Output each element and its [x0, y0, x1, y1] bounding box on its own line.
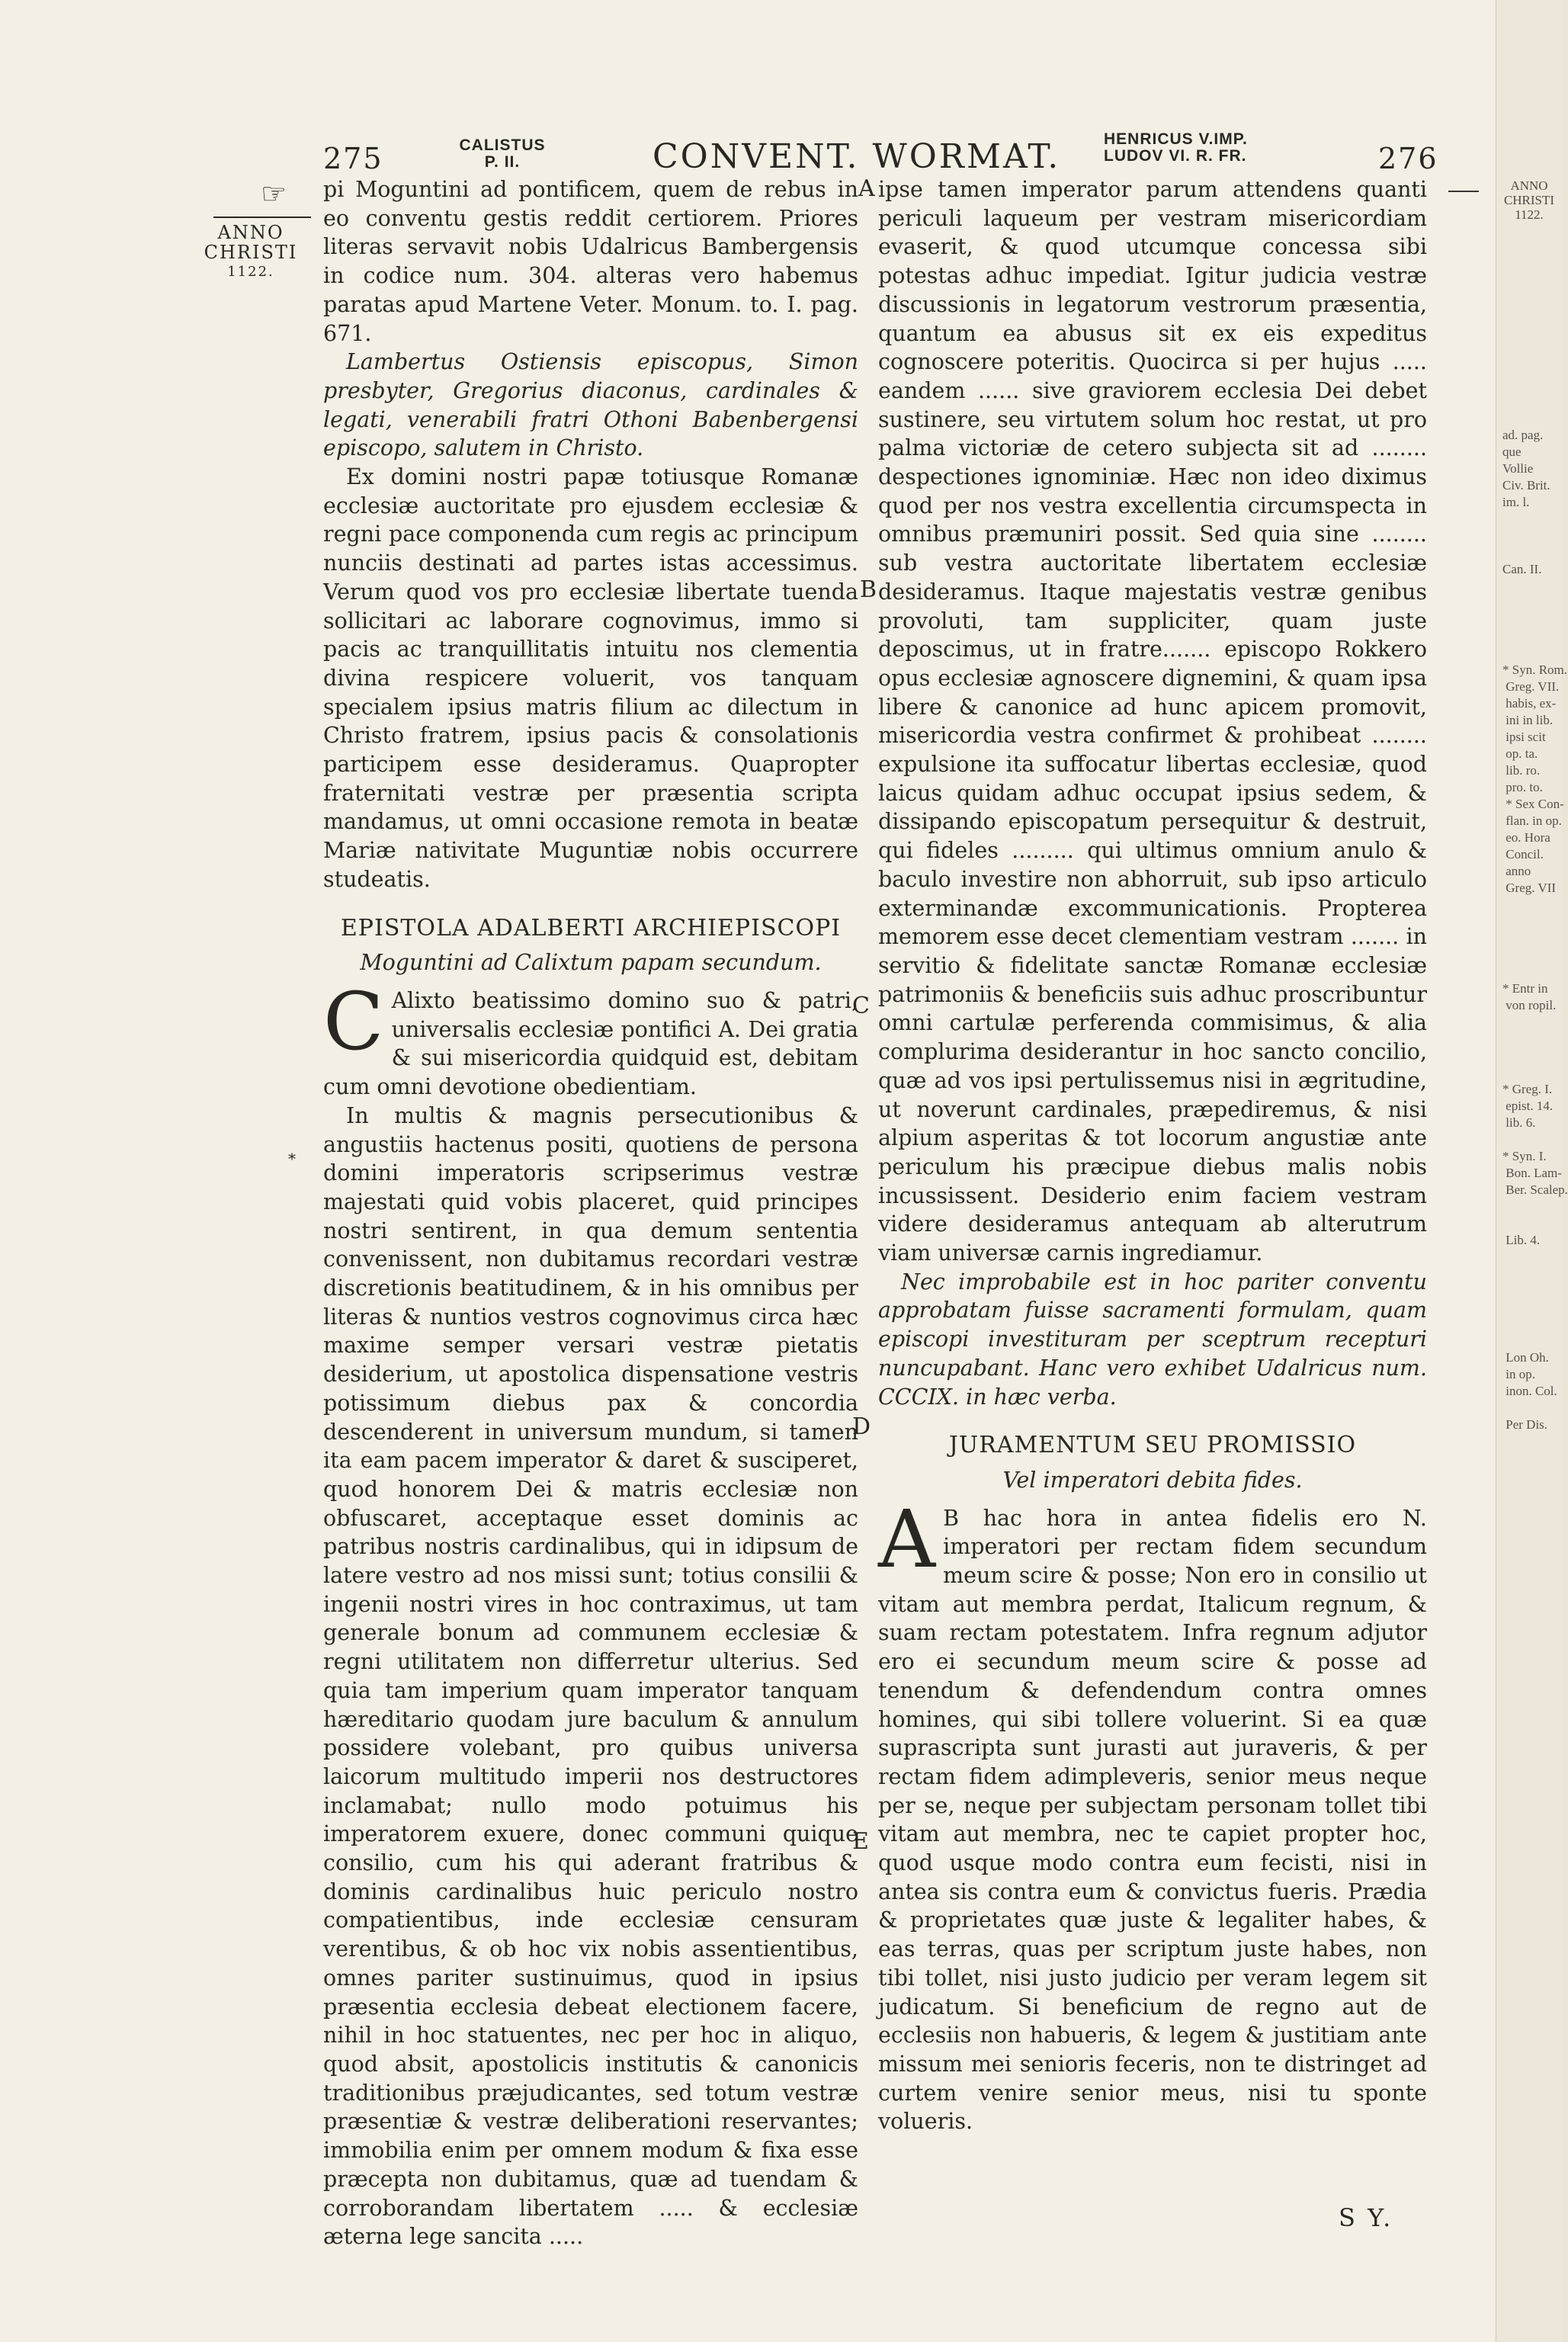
adjacent-anno-top [1502, 178, 1556, 222]
running-title: CONVENT. WORMAT. [653, 137, 1061, 176]
pointing-hand-icon: ☞ [261, 177, 287, 210]
margin-year-note [203, 223, 299, 282]
editorial-note: Nec improbabile est in hoc pariter conventu approbatam fuisse sacramenti formulam, quam episcopi investituram per sceptrum recepturi nuncupabant. Hanc vero exhibet Udalricus num. CCCIX. in hæc verba. [878, 1269, 1427, 1410]
adjacent-year: 1122. [1515, 207, 1544, 222]
margin-letter-d: D [852, 1413, 871, 1440]
left-paragraph-4-text: Alixto beatissimo domino suo & patri, universalis ecclesiæ pontifici A. Dei gratia & sui misericordia quidquid est, debitam cum omni devotione obedientiam. [323, 987, 858, 1100]
juramentum-subheading: Vel imperatori debita fides. [1002, 1467, 1303, 1493]
page-number-left: 275 [323, 142, 383, 175]
margin-rule [213, 217, 311, 218]
left-paragraph-3: Ex domini nostri papæ totiusque Romanæ ecclesiæ auctoritate pro ejusdem ecclesiæ & regni pace componenda cum regis ac principum nunciis destinati ad partes istas accessimus. Verum quod vos pro ecclesiæ libertate tuenda sollicitari ac laborare cognovimus, immo si pacis ac tranquillitatis intuitu nos clementia divina respicere voluerit, vos tanquam specialem ipsius matris filium ac dilectum in Christo fratrem, ipsius pacis & consolationis participem esse desideramus. Quapropter fraternitati vestræ per præsentia scripta mandamus, ut omni occasione remota in beatæ Mariæ nativitate Muguntiæ nobis occurrere studeatis. [323, 464, 858, 892]
right-paragraph-1: ipse tamen imperator parum attendens quanti periculi laqueum per vestram misericordiam evaserit, & quod utcumque concessa sibi potestas adhuc impediat. Igitur judicia vestræ discussionis in legatorum vestrorum præsentia, quantum ea abusus sit ex eis expeditus cognoscere poteritis. Quocirca si per hujus ..... eandem ...... sive graviorem ecclesia Dei debet sustinere, seu virtutem solum hoc restat, ut pro palma victoriæ de cetero subjecta sit ad ........ despectiones ignominiæ. Hæc non ideo diximus quod per nos vestra excellentia circumspecta in omnibus præmuniri possit. Sed quia sine ........ sub vestra auctoritate libertatem ecclesiæ desideramus. Itaque majestatis vestræ genibus provoluti, tam suppliciter, quam juste deposcimus, ut in fratre....... episcopo Rokkero opus ecclesiæ agnoscere dignemini, & quam ipsa libere & canonice ad hunc apicem promovit, misericordia vestra confirmet & prohibeat ........ expulsione ita suffocatur libertas ecclesiæ, quod laicus quidam adhuc occupat ipsius sedem, & dissipando episcopatum persequitur & destruit, qui fideles ......... qui ultimus omnium anulo & baculo investire non abhorruit, sub ipso articulo exterminandæ excommunicationis. Propterea memorem esse decet clementiam vestram ....... in servitio & fidelitate sanctæ Romanæ ecclesiæ patrimoniis & beneficiis suis adhuc proscribuntur omni cartulæ perferenda commisimus, & alia complurima desiderantur in hoc sancto concilio, quæ ad vos ipsi pertulissemus nisi in ægritudine, ut noverunt cardinales, præpediremus, & nisi alpium asperitas & tot locorum angustiæ ante periculum his præcipue diebus malis nobis incussissent. Desiderio enim faciem vestram videre desideramus antequam ab alterutrum viam universæ carnis ingrediamur. [878, 177, 1427, 1266]
catchword: S Y. [1339, 2203, 1393, 2232]
right-column [878, 175, 1427, 2136]
anno-label: ANNO [217, 222, 284, 243]
juramentum-heading: JURAMENTUM SEU PROMISSIO [948, 1432, 1357, 1459]
left-salutation: Lambertus Ostiensis episcopus, Simon presbyter, Gregorius diaconus, cardinales & legati, venerabili fratri Othoni Babenbergensi episcopo, salutem in Christo. [323, 349, 858, 461]
running-head-right [1104, 131, 1332, 165]
epistola-heading: EPISTOLA ADALBERTI ARCHIEPISCOPI [340, 914, 842, 942]
margin-star: * [288, 1150, 296, 1168]
christi-label: CHRISTI [204, 242, 298, 263]
left-paragraph-5: In multis & magnis persecutionibus & angustiis hactenus positi, quotiens de persona domini imperatoris scripserimus vestræ majestati quid vobis placeret, quid principes nostri sentirent, in qua demum sententia convenissent, non dubitamus recordari vestræ discretionis beatitudinem, & in his omnibus per literas & nuntios vestros cognovimus circa hæc maxime semper versari vestræ pietatis desiderium, ut apostolica dispensatione vestris potissimum diebus pax & concordia descenderent in universum mundum, si tamen ita eam pacem imperator & daret & susciperet, quod honorem Dei & matris ecclesiæ non obfuscaret, acceptaque esset dominis ac patribus nostris cardinalibus, qui in idipsum de latere vestro ad nos missi sunt; totius consilii & ingenii nostri vires in hoc contraximus, ut tam generale bonum ad communem ecclesiæ & regni utilitatem non differretur ulterius. Sed quia tam imperium quam imperator tanquam hæreditario quodam jure baculum & annulum possidere volebant, pro quibus universa laicorum multitudo imperii nos destructores inclamabat; nullo modo potuimus his imperatorem exuere, donec communi quique consilio, cum his qui aderant fratribus & dominis cardinalibus huic periculo nostro compatientibus, inde ecclesiæ censuram verentibus, & ob hoc vix nobis assentientibus, omnes pariter sustinuimus, quod in ipsius præsentia ecclesia debeat electionem facere, nihil in hoc statuentes, nec per hoc in aliquo, quod absit, apostolicis institutis & canonicis traditionibus præjudicantes, sed totum vestræ præsentiæ & vestræ deliberationi reservantes; immobilia enim per omnem modum & fixa esse præcepta non dubitamus, quæ ad tuendam & corroborandam libertatem ..... & ecclesiæ æterna lege sancita ..... [323, 1102, 858, 2250]
running-head-left [453, 137, 552, 171]
dropcap-a: A [878, 1492, 936, 1586]
running-head-right-name: HENRICUS V.IMP. [1104, 130, 1248, 148]
right-paragraph-2-text: B hac hora in antea fidelis ero N. imperatori per rectam fidem secundum meum scire & posse; Non ero in consilio ut vitam aut membra perdat, Italicum regnum, & suam rectam potestatem. Infra regnum adjutor ero ei secundum meum scire & posse ad tenendum & defendendum contra omnes homines, qui sibi tollere voluerint. Si ea quæ suprascripta sunt jurasti aut juraveris, & per rectam fidem adimpleveris, senior meus neque per se, neque per subjectam personam tollet tibi vitam aut membra, nec te capiet propter hoc, quod usque modo contra eum fecisti, nisi in antea sis contra eum & convictus fueris. Prædia & proprietates quæ juste & legaliter habes, & eas terras, quas per scriptum juste habes, non tibi tollet, nisi justo judicio per veram legem sit judicatum. Si beneficium de regno aut de ecclesiis non habueris, & legem & justitiam ante missum mei senioris feceris, non te distringet ad curtem venire senior meus, nisi tu sponte volueris. [878, 1505, 1427, 2135]
left-paragraph-1: pi Moguntini ad pontificem, quem de rebus in eo conventu gestis reddit certiorem. Priores literas servavit nobis Udalricus Bambergensis in codice num. 304. alteras vero habemus paratas apud Martene Veter. Monum. to. I. pag. 671. [323, 177, 858, 346]
adjacent-margin-notes: ad. pag. que Vollie Civ. Brit. im. l. Can. II. * Syn. Rom. Greg. VII. habis, ex- ini in lib. ipsi scit op. ta. lib. ro. pro. to. * Sex Con- flan. in op. eo. Hora Concil. anno Greg. VII * Entr in von ropil. * Greg. I. epist. 14. lib. 6. * Syn. I. Bon. Lam- Ber. Scalep. Lib. 4. Lon Oh. in op. inon. Col. Per Dis. [1502, 428, 1568, 1432]
running-head-left-sub: P. II. [484, 153, 521, 171]
margin-letter-e: E [852, 1828, 869, 1855]
running-head-right-sub: LUDOV VI. R. FR. [1104, 147, 1247, 165]
margin-letter-c: C [852, 993, 870, 1019]
adjacent-christi-label: CHRISTI [1503, 193, 1555, 207]
page-number-right: 276 [1378, 142, 1438, 175]
running-head-left-name: CALISTUS [459, 136, 546, 154]
right-paragraph-2 [878, 1492, 1427, 2136]
adjacent-anno-label: ANNO [1510, 178, 1548, 193]
left-column [323, 175, 858, 2251]
dropcap-c: C [323, 974, 384, 1068]
left-paragraph-4 [323, 974, 858, 1102]
margin-letter-a: A [858, 175, 875, 202]
epistola-subheading: Moguntini ad Calixtum papam secundum. [360, 950, 822, 976]
anno-year: 1122. [227, 264, 274, 280]
right-margin-rule [1448, 191, 1479, 192]
adjacent-page-edge [1496, 0, 1568, 2342]
margin-letter-b: B [860, 576, 877, 603]
